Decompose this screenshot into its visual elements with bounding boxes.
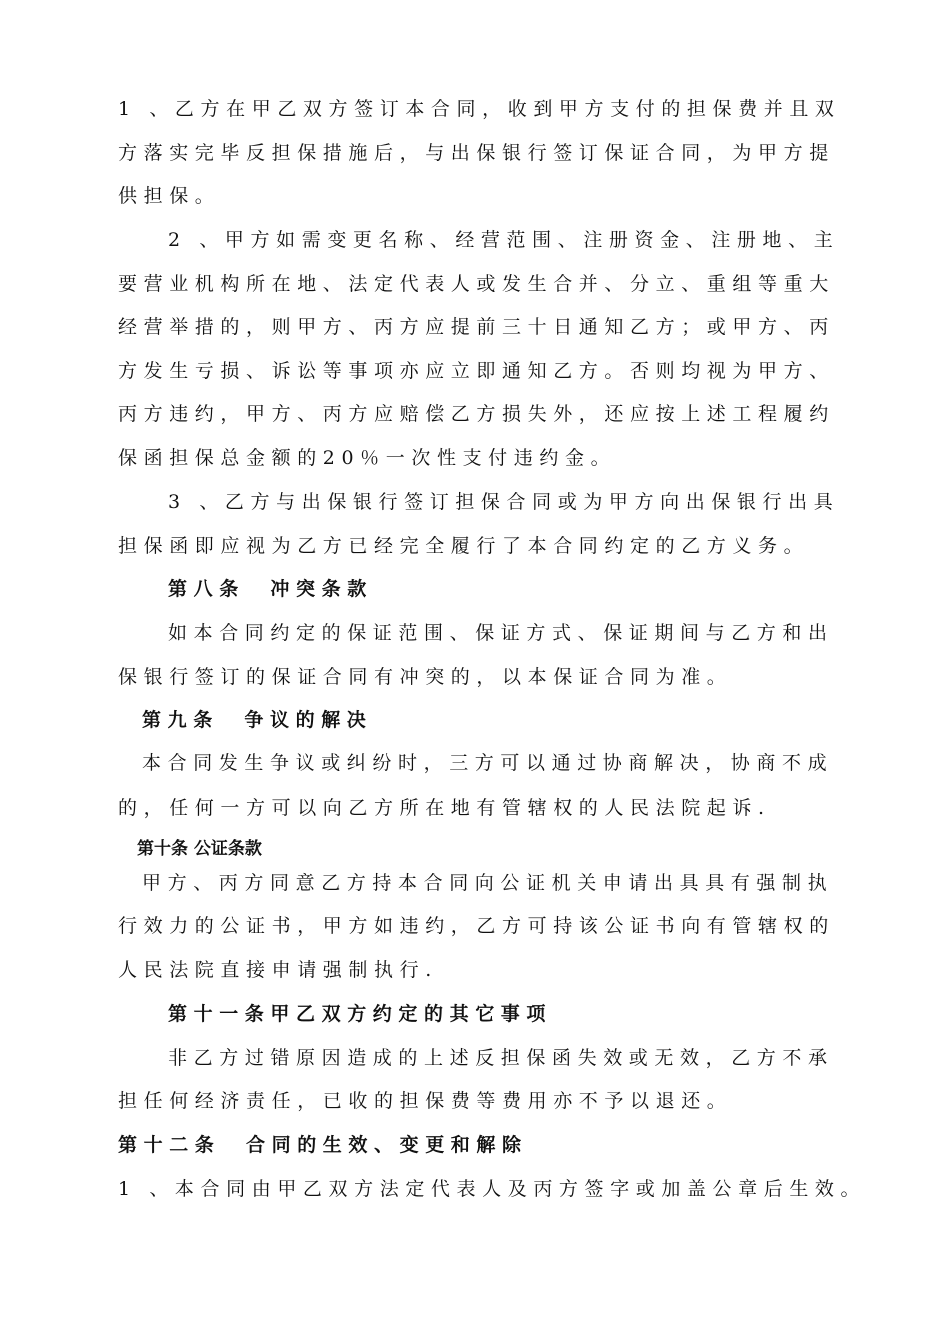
paragraph-line: 担保函即应视为乙方已经完全履行了本合同约定的乙方义务。 (118, 535, 810, 557)
paragraph-line: 要营业机构所在地、法定代表人或发生合并、分立、重组等重大 (118, 273, 835, 295)
paragraph-line: 本合同发生争议或纠纷时，三方可以通过协商解决，协商不成 (142, 752, 834, 774)
paragraph-line: 方发生亏损、诉讼等事项亦应立即通知乙方。否则均视为甲方、 (118, 360, 835, 382)
paragraph-line: 担任何经济责任，已收的担保费等费用亦不予以退还。 (118, 1090, 733, 1112)
article-heading: 第十二条 合同的生效、变更和解除 (118, 1134, 528, 1156)
paragraph-line: 方落实完毕反担保措施后，与出保银行签订保证合同，为甲方提 (118, 142, 835, 164)
paragraph-line: 丙方违约，甲方、丙方应赔偿乙方损失外，还应按上述工程履约 (118, 403, 835, 425)
paragraph-line: 经营举措的，则甲方、丙方应提前三十日通知乙方；或甲方、丙 (118, 316, 835, 338)
paragraph-line: 供担保。 (118, 185, 221, 207)
article-heading: 第十一条甲乙双方约定的其它事项 (168, 1003, 553, 1025)
paragraph-line: 保函担保总金额的20％一次性支付违约金。 (118, 447, 617, 469)
article-heading: 第九条 争议的解决 (142, 709, 373, 731)
paragraph-line: 的，任何一方可以向乙方所在地有管辖权的人民法院起诉. (118, 797, 771, 819)
paragraph-line: 保银行签订的保证合同有冲突的，以本保证合同为准。 (118, 666, 733, 688)
paragraph-line: 行效力的公证书，甲方如违约，乙方可持该公证书向有管辖权的 (118, 915, 835, 937)
paragraph-line: 甲方、丙方同意乙方持本合同向公证机关申请出具具有强制执 (142, 872, 834, 894)
paragraph-line: 2 、甲方如需变更名称、经营范围、注册资金、注册地、主 (168, 229, 840, 251)
paragraph-line: 人民法院直接申请强制执行. (118, 959, 438, 981)
paragraph-line: 如本合同约定的保证范围、保证方式、保证期间与乙方和出 (168, 622, 834, 644)
paragraph-line: 1 、乙方在甲乙双方签订本合同，收到甲方支付的担保费并且双 (118, 98, 841, 120)
article-heading: 第八条 冲突条款 (168, 578, 373, 600)
paragraph-line: 3 、乙方与出保银行签订担保合同或为甲方向出保银行出具 (168, 491, 840, 513)
article-heading: 第十条 公证条款 (137, 839, 262, 859)
paragraph-line: 1 、本合同由甲乙双方法定代表人及丙方签字或加盖公章后生效。 (118, 1178, 867, 1200)
paragraph-line: 非乙方过错原因造成的上述反担保函失效或无效，乙方不承 (168, 1047, 834, 1069)
